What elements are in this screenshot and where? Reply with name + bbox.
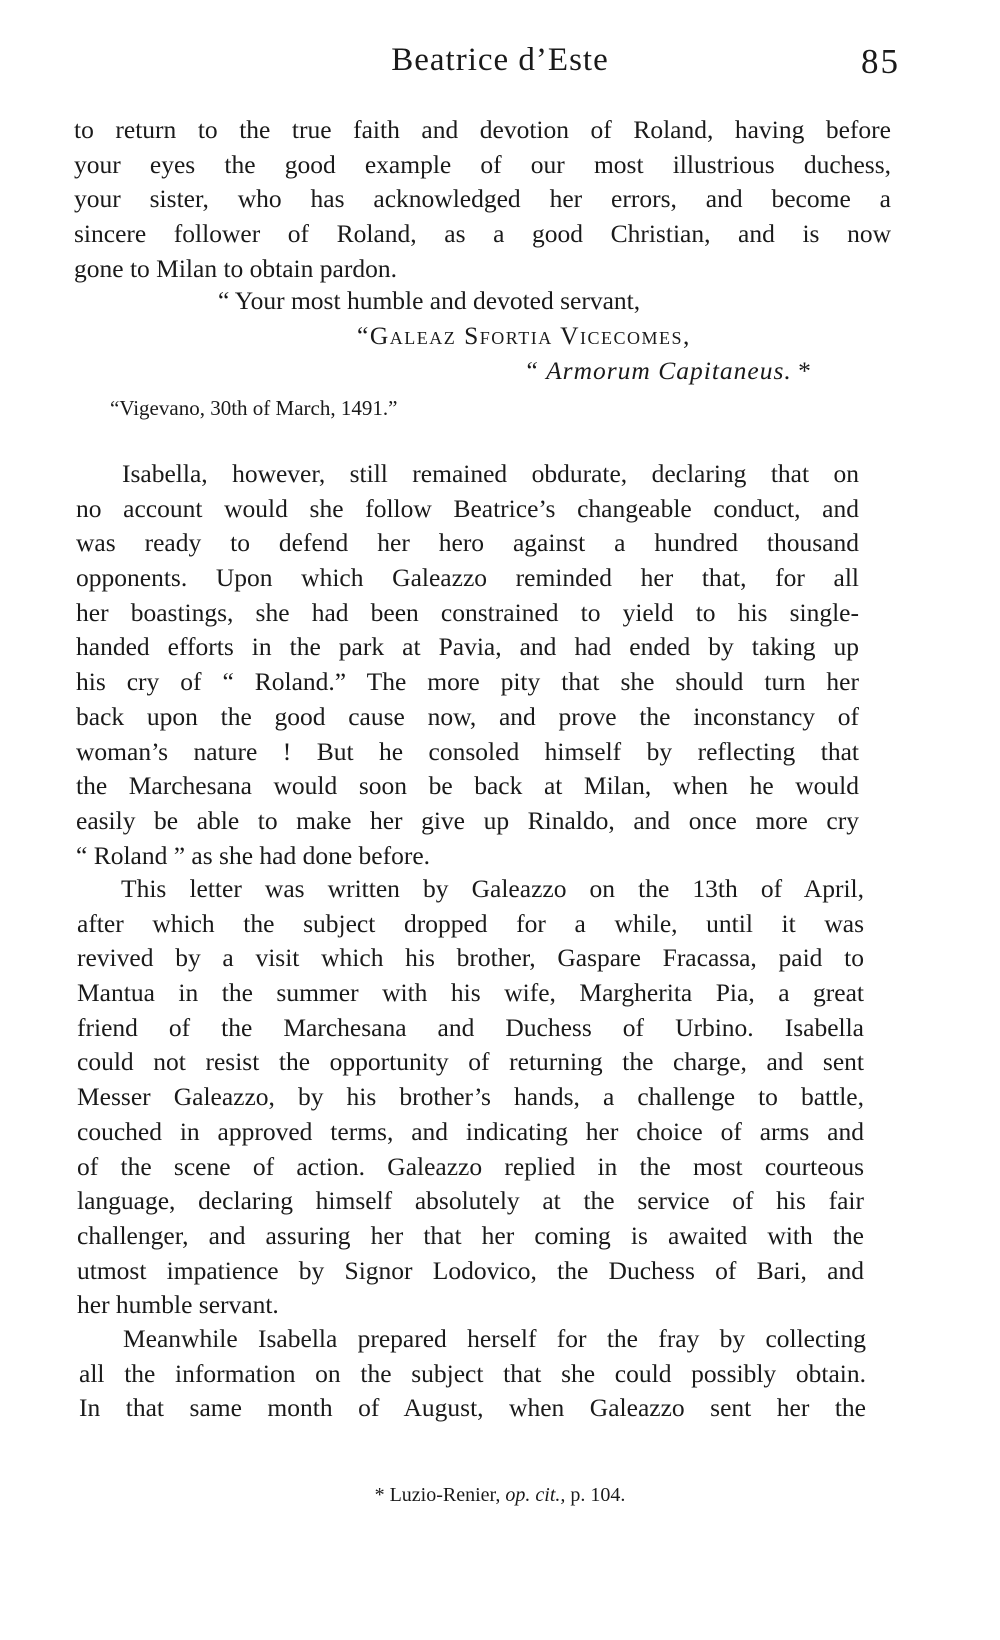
text-line: your sister, who has acknowledged her errors, and become a <box>74 184 891 214</box>
text-line: challenger, and assuring her that her coming is awaited with the <box>77 1220 864 1250</box>
text-line: friend of the Marchesana and Duchess of Urbino. Isabella <box>77 1012 864 1042</box>
text-line: This letter was written by Galeazzo on the 13th of April, <box>121 874 864 903</box>
text-line: her boastings, she had been constrained to yield to his single- <box>76 597 859 627</box>
text-line: sincere follower of Roland, as a good Christian, and is now <box>74 219 891 249</box>
text-line: utmost impatience by Signor Lodovico, the Duchess of Bari, and <box>77 1255 864 1285</box>
text-line: all the information on the subject that she could possibly obtain. <box>79 1358 866 1388</box>
page-number: 85 <box>861 42 900 81</box>
text-line: handed efforts in the park at Pavia, and had ended by taking up <box>76 632 859 662</box>
paragraph <box>79 1322 866 1426</box>
text-line: “ Roland ” as she had done before. <box>76 840 431 870</box>
text-line: opponents. Upon which Galeazzo reminded her that, for all <box>76 563 859 593</box>
footnote-marker: * <box>798 356 811 385</box>
text-line: was ready to defend her hero against a hundred thousand <box>76 528 859 558</box>
text-line: Isabella, however, still remained obdurate, declaring that on <box>122 459 859 488</box>
text-line: Messer Galeazzo, by his brother’s hands, a challenge to battle, <box>77 1082 864 1112</box>
running-header <box>0 42 1000 90</box>
text-line: gone to Milan to obtain pardon. <box>74 253 397 283</box>
letter-dateline: “Vigevano, 30th of March, 1491.” <box>110 396 398 420</box>
letter-signature: “Galeaz Sfortia Vicecomes, <box>357 321 691 350</box>
text-line: the Marchesana would soon be back at Milan, when he would <box>76 771 859 801</box>
text-line: Mantua in the summer with his wife, Margherita Pia, a great <box>77 978 864 1008</box>
paragraph <box>76 457 859 873</box>
paragraph <box>77 872 864 1323</box>
text-line: after which the subject dropped for a while, until it was <box>77 908 864 938</box>
footnote-marker: * <box>374 1484 385 1506</box>
text-line: In that same month of August, when Galeazzo sent her the <box>79 1393 866 1423</box>
text-line: her humble servant. <box>77 1290 279 1320</box>
letter-signature-title <box>524 356 811 386</box>
text-line: woman’s nature ! But he consoled himself by reflecting that <box>76 736 859 766</box>
text-line: your eyes the good example of our most illustrious duchess, <box>74 149 891 179</box>
footnote-op-cit: op. cit., <box>505 1484 566 1506</box>
text-line: language, declaring himself absolutely at the service of his fair <box>77 1186 864 1216</box>
text-line: could not resist the opportunity of returning the charge, and sent <box>77 1047 864 1077</box>
footnote-source: Luzio-Renier, <box>389 1484 501 1506</box>
text-line: to return to the true faith and devotion of Roland, having before <box>74 115 891 144</box>
text-line: couched in approved terms, and indicating her choice of arms and <box>77 1116 864 1146</box>
letter-salutation: “ Your most humble and devoted servant, <box>218 286 641 315</box>
footnote <box>0 1484 1000 1507</box>
text-line: Meanwhile Isabella prepared herself for the fray by collecting <box>123 1324 866 1353</box>
text-line: of the scene of action. Galeazzo replied in the most courteous <box>77 1151 864 1181</box>
text-line: easily be able to make her give up Rinaldo, and once more cry <box>76 805 859 835</box>
text-line: his cry of “ Roland.” The more pity that she should turn her <box>76 667 859 697</box>
text-line: revived by a visit which his brother, Gaspare Fracassa, paid to <box>77 943 864 973</box>
running-title: Beatrice d’Este <box>391 42 609 78</box>
letter-text <box>74 113 891 286</box>
footnote-page: p. 104. <box>570 1484 626 1506</box>
text-line: no account would she follow Beatrice’s changeable conduct, and <box>76 493 859 523</box>
signature-title-text: “ Armorum Capitaneus. <box>524 356 792 385</box>
text-line: back upon the good cause now, and prove the inconstancy of <box>76 701 859 731</box>
